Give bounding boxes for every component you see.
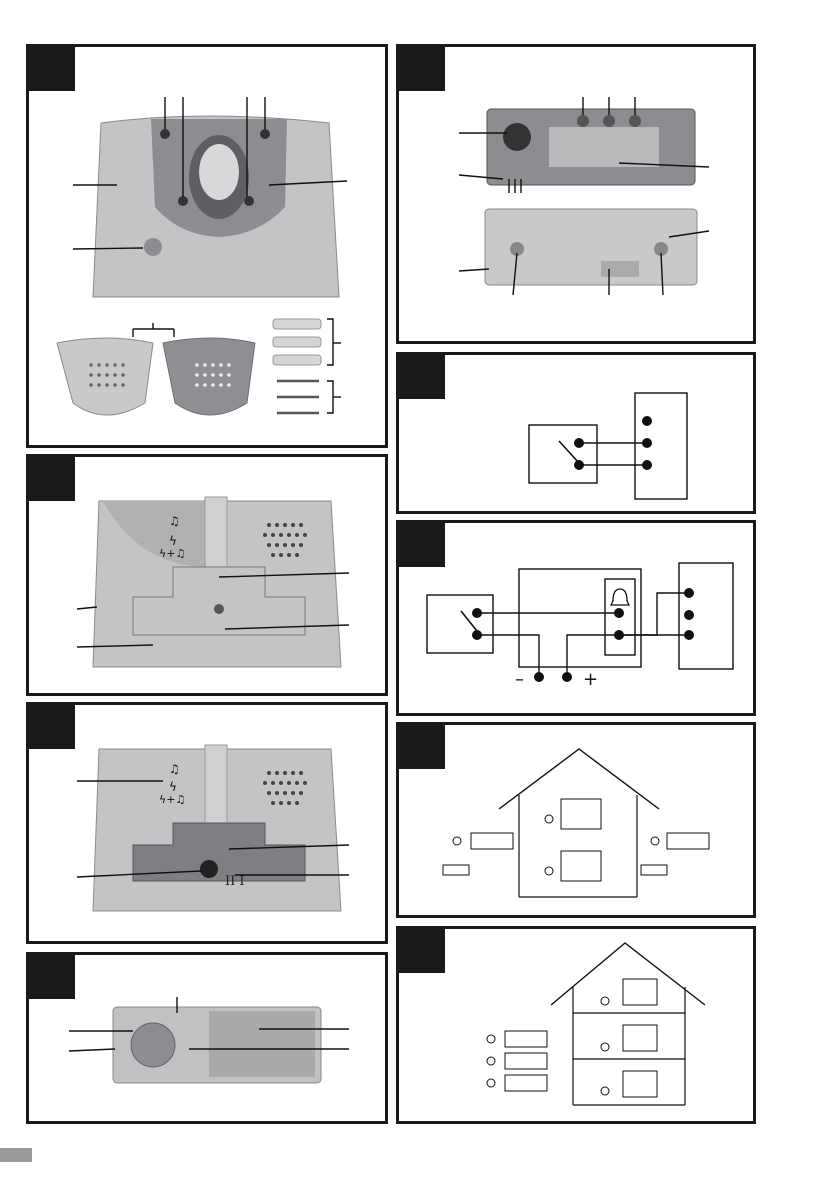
panel-8-illustration bbox=[29, 955, 385, 1121]
clock-icon bbox=[487, 1057, 495, 1065]
wires bbox=[579, 443, 647, 465]
panel-3-wiring-simple bbox=[396, 352, 756, 514]
flash-music-icon: ϟ+♫ bbox=[159, 793, 186, 806]
receiver-icon bbox=[623, 1071, 657, 1097]
bell-button-box bbox=[529, 425, 597, 483]
pcb-area bbox=[549, 127, 659, 167]
wires bbox=[477, 593, 689, 675]
clock-icon bbox=[601, 1043, 609, 1051]
music-note-icon: ♫ bbox=[169, 514, 180, 528]
receiver-icon bbox=[623, 1025, 657, 1051]
panel-1-illustration bbox=[29, 47, 385, 445]
panel-9-house-three-floors bbox=[396, 926, 756, 1124]
panel-3-diagram bbox=[399, 355, 753, 511]
panel-7-illustration bbox=[29, 705, 385, 941]
switch-icon bbox=[443, 865, 469, 875]
receiver-icon bbox=[561, 851, 601, 881]
dip-switch-label: II I bbox=[225, 874, 245, 889]
receiver-icon bbox=[561, 799, 601, 829]
transmitter-icon bbox=[505, 1053, 547, 1069]
house-roof bbox=[499, 749, 659, 809]
bell-button-box bbox=[427, 595, 493, 653]
panel-6-diagram bbox=[399, 725, 753, 915]
panel-2-transmitter-open bbox=[396, 44, 756, 344]
screw-terminal-icon bbox=[629, 115, 641, 127]
bell-unit-box bbox=[519, 569, 641, 667]
cover-dark bbox=[163, 338, 255, 415]
panel-1-receiver-front bbox=[26, 44, 388, 448]
panel-4-diagram bbox=[399, 523, 753, 713]
flash-icon: ϟ bbox=[169, 780, 177, 794]
clock-icon bbox=[545, 867, 553, 875]
hanger-hole-icon bbox=[214, 604, 224, 614]
screw-terminal-icon bbox=[603, 115, 615, 127]
panel-2-illustration bbox=[399, 47, 753, 341]
slot bbox=[601, 261, 639, 277]
clock-icon bbox=[601, 997, 609, 1005]
battery-socket-icon bbox=[200, 860, 218, 878]
hanger-rail bbox=[205, 745, 227, 825]
house-roof bbox=[551, 943, 705, 1005]
clock-icon bbox=[453, 837, 461, 845]
clock-icon bbox=[487, 1079, 495, 1087]
screw-hole-icon bbox=[260, 129, 270, 139]
cover-light bbox=[57, 338, 153, 415]
battery-compartment bbox=[209, 1011, 315, 1077]
clock-icon bbox=[545, 815, 553, 823]
button-icon bbox=[503, 123, 531, 151]
screws bbox=[277, 381, 319, 413]
screw-hole-icon bbox=[160, 129, 170, 139]
house-walls bbox=[519, 795, 637, 897]
bell-push-button bbox=[131, 1023, 175, 1067]
transmitter-icon bbox=[471, 833, 513, 849]
clock-icon bbox=[487, 1035, 495, 1043]
panel-5-illustration bbox=[29, 457, 385, 693]
music-note-icon: ♫ bbox=[169, 762, 180, 776]
panel-7-receiver-battery bbox=[26, 702, 388, 944]
wall-dowels bbox=[273, 319, 321, 365]
screw-hole-icon bbox=[244, 196, 254, 206]
panel-9-diagram bbox=[399, 929, 753, 1121]
clock-icon bbox=[651, 837, 659, 845]
button-icon bbox=[144, 238, 162, 256]
polarity-minus: – bbox=[515, 669, 524, 690]
terminal-block bbox=[635, 393, 687, 499]
receiver-icon bbox=[623, 979, 657, 1005]
panel-5-receiver-back bbox=[26, 454, 388, 696]
panel-6-house-two-receivers bbox=[396, 722, 756, 918]
screw-hole-icon bbox=[178, 196, 188, 206]
flash-icon: ϟ bbox=[169, 534, 177, 548]
polarity-plus: + bbox=[583, 669, 599, 690]
transmitter-icon bbox=[667, 833, 709, 849]
transmitter-icon bbox=[505, 1031, 547, 1047]
flash-music-icon: ϟ+♫ bbox=[159, 547, 186, 560]
screw-terminal-icon bbox=[577, 115, 589, 127]
bell-icon bbox=[611, 589, 629, 605]
panel-8-transmitter-front bbox=[26, 952, 388, 1124]
transmitter-icon bbox=[505, 1075, 547, 1091]
brackets bbox=[327, 319, 341, 413]
clock-icon bbox=[601, 1087, 609, 1095]
panel-4-wiring-transformer bbox=[396, 520, 756, 716]
hanger-rail bbox=[205, 497, 227, 567]
switch-icon bbox=[641, 865, 667, 875]
page-marker bbox=[0, 1148, 32, 1162]
lamp-lens bbox=[199, 144, 239, 200]
